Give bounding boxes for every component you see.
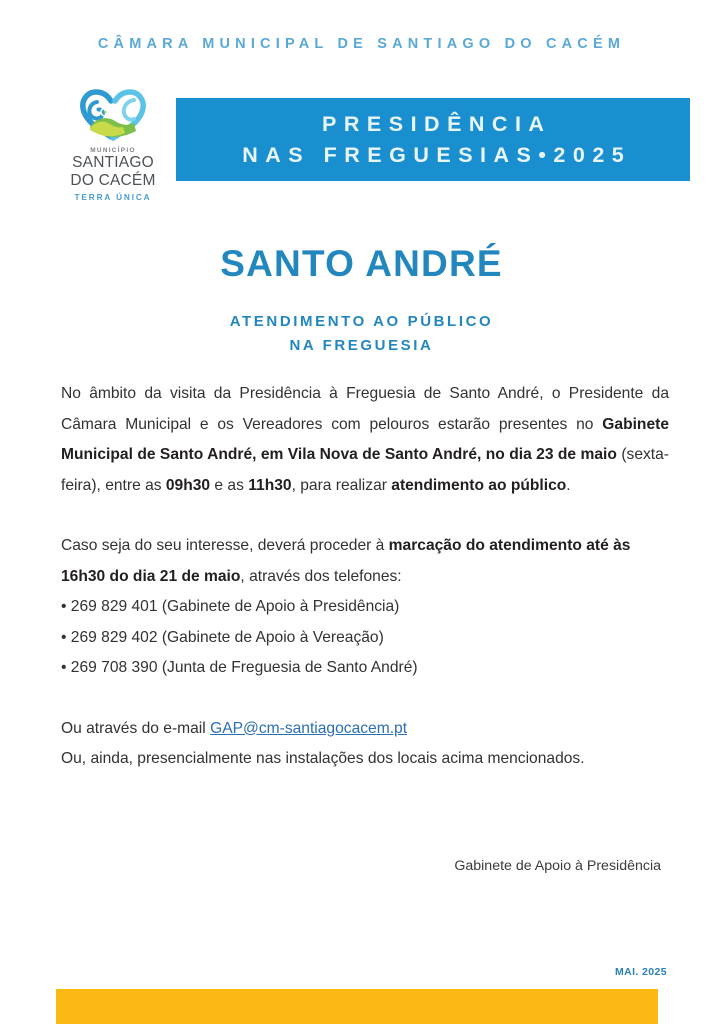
p1-text-4: , para realizar [291, 476, 392, 494]
signature-block [0, 858, 723, 874]
santiago-do-cacem-heart-logo-icon [75, 88, 151, 144]
footer-date: MAI. 2025 [614, 966, 667, 978]
email-prefix: Ou através do e-mail [61, 719, 211, 737]
p1-text-1: No âmbito da visita da Presidência à Freguesia de Santo André, o Presidente da Câmara Municipal e os Vereadores com pelouros estarão presentes no [61, 385, 669, 433]
campaign-banner [176, 98, 690, 181]
p2-bold-deadline: marcação do atendimento até às 16h30 do dia 21 de maio [61, 537, 631, 585]
page-subtitle [0, 310, 723, 358]
phone-list [61, 592, 669, 684]
p1-bold-location-date: Gabinete Municipal de Santo André, em Vila Nova de Santo André, no dia 23 de maio [61, 415, 669, 463]
p1-text-2: (sexta-feira), entre as [61, 446, 669, 494]
logo-name-line2: DO CACÉM [70, 171, 156, 189]
list-item: • 269 829 402 (Gabinete de Apoio à Vereação) [61, 628, 384, 646]
logo-tagline: TERRA ÚNICA [74, 192, 152, 202]
paragraph-visit-details [61, 379, 669, 501]
organization-header: CÂMARA MUNICIPAL DE SANTIAGO DO CACÉM [97, 36, 626, 52]
contact-alternatives [61, 714, 669, 775]
subtitle-line-2: NA FREGUESIA [289, 337, 434, 354]
p2-text-2: , através dos telefones: [240, 567, 402, 585]
p2-text-1: Caso seja do seu interesse, deverá proceder à [61, 537, 389, 554]
p1-bold-start-time: 09h30 [165, 476, 211, 494]
banner-line-1: PRESIDÊNCIA [322, 111, 552, 136]
footer-color-bar [56, 989, 658, 1024]
banner-line-2: NAS FREGUESIAS•2025 [242, 142, 632, 167]
paragraph-booking [61, 531, 669, 592]
list-item: • 269 708 390 (Junta de Freguesia de Santo André) [61, 659, 418, 676]
p1-bold-end-time: 11h30 [248, 476, 292, 494]
p1-text-5: . [566, 476, 571, 494]
logo-name-line1: SANTIAGO [72, 154, 154, 172]
paragraph-in-person: Ou, ainda, presencialmente nas instalações dos locais acima mencionados. [61, 750, 585, 767]
p1-text-3: e as [210, 476, 249, 494]
p1-bold-service: atendimento ao público [391, 476, 567, 494]
municipality-logo [54, 88, 172, 202]
email-link[interactable]: GAP@cm-santiagocacem.pt [210, 719, 408, 737]
list-item: • 269 829 401 (Gabinete de Apoio à Presidência) [61, 598, 400, 615]
page-title: SANTO ANDRÉ [220, 243, 503, 284]
logo-municipio-label: MUNICÍPIO [90, 147, 136, 154]
subtitle-line-1: ATENDIMENTO AO PÚBLICO [229, 313, 494, 330]
paragraph-email [61, 714, 669, 745]
signature-text: Gabinete de Apoio à Presidência [454, 858, 661, 874]
document-body [61, 379, 669, 775]
